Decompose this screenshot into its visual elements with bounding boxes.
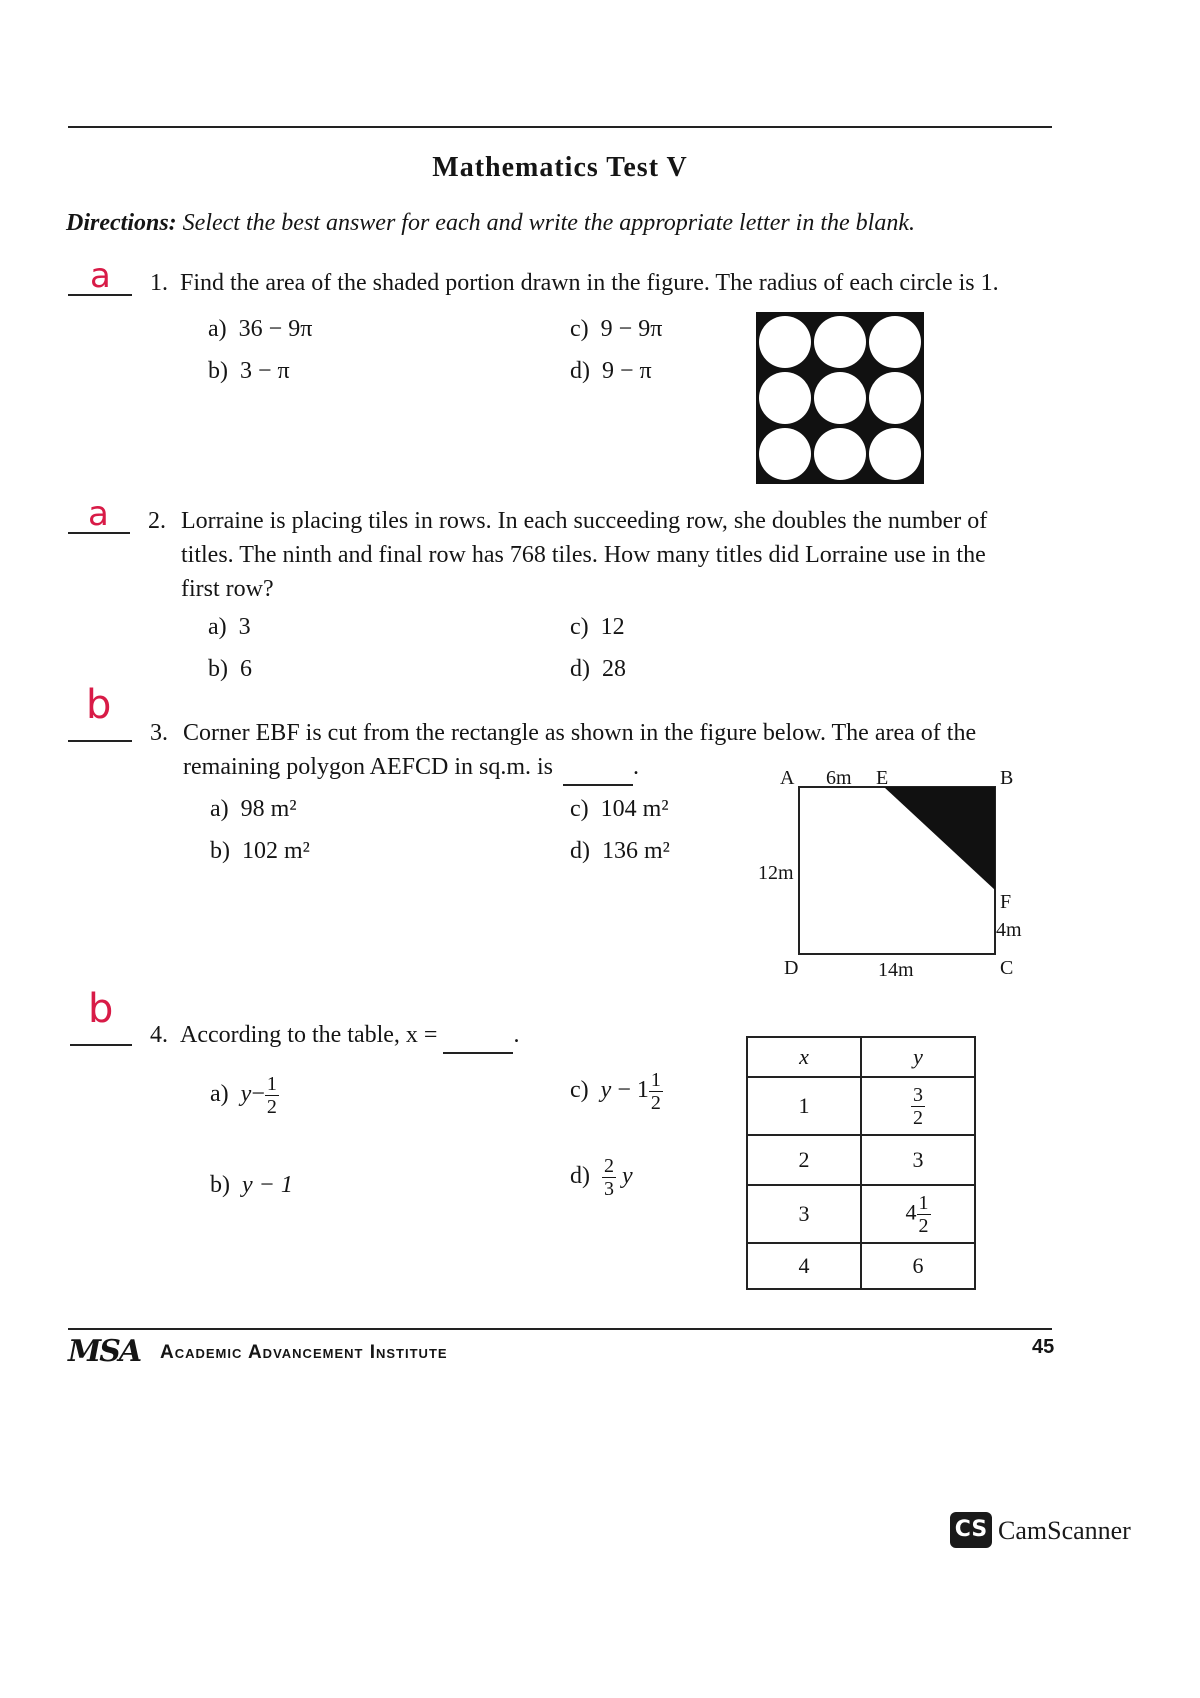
table-row: 1 $\frac{3}{2}$ (747, 1077, 975, 1135)
q3-option-d[interactable]: d) 136 m² (570, 838, 670, 864)
cut-corner-ebf (884, 787, 995, 890)
question-2-text: Lorraine is placing tiles in rows. In each succeeding row, she doubles the number of titles. The ninth and final row has 768 tiles. How many titles did Lorraine use in the first row? (181, 508, 988, 602)
page-title: Mathematics Test V (432, 152, 688, 183)
q4-option-b[interactable]: b) y − 1 (210, 1172, 293, 1198)
q3-option-a[interactable]: a) 98 m² (210, 796, 297, 822)
question-4-blank[interactable] (443, 1018, 513, 1054)
handwritten-answer-4: d (88, 986, 114, 1032)
q4-option-d[interactable]: d) $\frac{2}{3}$ y (570, 1155, 633, 1200)
question-1 (150, 266, 999, 300)
table-header-y: y (861, 1037, 975, 1077)
q3-option-b[interactable]: b) 102 m² (210, 838, 310, 864)
question-4-number: 4. (150, 1022, 168, 1048)
answer-blank-4[interactable] (70, 1044, 132, 1046)
xy-table (746, 1036, 976, 1290)
question-1-text: Find the area of the shaded portion drawn in the figure. The radius of each circle is 1. (180, 270, 999, 296)
question-2-number: 2. (148, 508, 166, 534)
handwritten-answer-1: a (90, 256, 111, 296)
footer-institute: Academic Advancement Institute (160, 1342, 448, 1363)
q4-option-a[interactable]: a) y− $\frac{1}{2}$ (210, 1073, 277, 1118)
table-header-x: x (747, 1037, 861, 1077)
handwritten-answer-3: d (86, 682, 112, 728)
table-row: 4 6 (747, 1243, 975, 1289)
question-3-number: 3. (150, 720, 168, 746)
question-3-blank[interactable] (563, 750, 633, 786)
circles-grid-figure (756, 312, 924, 484)
question-1-number: 1. (150, 270, 168, 296)
page-number: 45 (1032, 1336, 1055, 1358)
camscanner-text: CamScanner (998, 1516, 1131, 1545)
q2-option-d[interactable]: d) 28 (570, 656, 626, 682)
handwritten-answer-2: a (88, 494, 109, 534)
label-B: B (1000, 767, 1014, 789)
table-row: 3 4 $\frac{1}{2}$ (747, 1185, 975, 1243)
directions-label: Directions: (66, 210, 177, 236)
q1-option-b[interactable]: b) 3 − π (208, 358, 290, 384)
question-2 (148, 504, 166, 538)
label-F: F (1000, 891, 1012, 913)
label-C: C (1000, 957, 1014, 979)
directions-text: Select the best answer for each and write the appropriate letter in the blank. (182, 210, 915, 236)
label-DC: 14m (878, 959, 914, 981)
rectangle-figure (756, 760, 1046, 990)
q1-option-a[interactable]: a) 36 − 9π (208, 316, 313, 342)
answer-blank-3[interactable] (68, 740, 132, 742)
label-AD: 12m (758, 862, 794, 884)
q1-option-c[interactable]: c) 9 − 9π (570, 316, 663, 342)
question-4: 4. According to the table, x = . (150, 1018, 519, 1054)
footer-logo: MSA (68, 1334, 141, 1369)
label-AE: 6m (826, 767, 852, 789)
question-4-text: According to the table, x = (180, 1022, 438, 1048)
label-D: D (784, 957, 799, 979)
table-row: 2 3 (747, 1135, 975, 1185)
question-3 (150, 716, 168, 750)
camscanner-badge: CS (950, 1512, 992, 1548)
label-E: E (876, 767, 889, 789)
question-3-text: Corner EBF is cut from the rectangle as shown in the figure below. The area of the remaining polygon AEFCD in sq.m. is . (183, 716, 976, 786)
q3-option-c[interactable]: c) 104 m² (570, 796, 669, 822)
header-rule (68, 126, 1052, 128)
q2-option-a[interactable]: a) 3 (208, 614, 251, 640)
q4-option-c[interactable]: c) y − 1 $\frac{1}{2}$ (570, 1069, 661, 1114)
footer-rule (68, 1328, 1052, 1330)
q1-option-d[interactable]: d) 9 − π (570, 358, 652, 384)
directions (66, 210, 915, 237)
q2-option-c[interactable]: c) 12 (570, 614, 625, 640)
label-A: A (780, 767, 795, 789)
q2-option-b[interactable]: b) 6 (208, 656, 252, 682)
label-FC: 4m (996, 919, 1022, 941)
